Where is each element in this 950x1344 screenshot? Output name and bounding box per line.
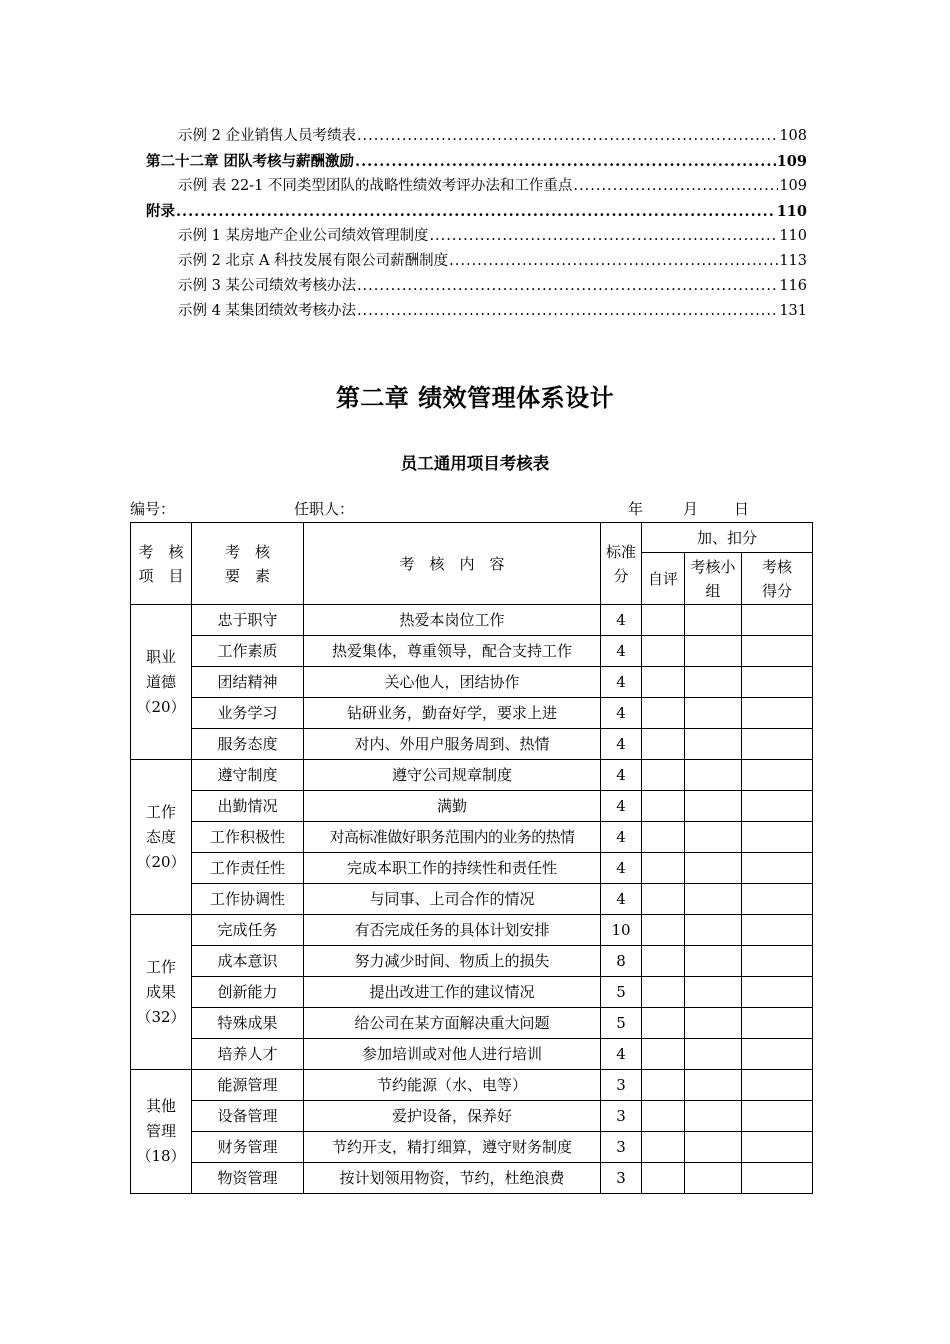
content-cell: 钻研业务，勤奋好学，要求上进 [304, 698, 601, 729]
final-score-input[interactable] [742, 977, 813, 1008]
content-cell: 按计划领用物资，节约，杜绝浪费 [304, 1163, 601, 1194]
toc-leader-dots [429, 224, 778, 249]
position-holder-label: 任职人： [294, 500, 355, 518]
toc-entry[interactable] [146, 124, 807, 149]
content-cell: 完成本职工作的持续性和责任性 [304, 853, 601, 884]
content-cell: 热爱本岗位工作 [304, 605, 601, 636]
final-score-input[interactable] [742, 822, 813, 853]
final-score-input[interactable] [742, 605, 813, 636]
toc-page-number: 131 [779, 303, 807, 319]
content-cell: 节约开支，精打细算，遵守财务制度 [304, 1132, 601, 1163]
content-cell: 对内、外用户服务周到、热情 [304, 729, 601, 760]
header-standard-score: 标准 分 [601, 523, 642, 605]
group-score-input[interactable] [685, 791, 742, 822]
group-score-input[interactable] [685, 1101, 742, 1132]
toc-page-number: 116 [779, 278, 807, 294]
header-item: 考 核 项 目 [131, 523, 192, 605]
group-score-input[interactable] [685, 1070, 742, 1101]
element-cell: 工作积极性 [192, 822, 304, 853]
table-row [131, 946, 813, 977]
header-self-assessment: 自评 [642, 553, 685, 605]
self-score-input[interactable] [642, 1132, 685, 1163]
category-cell: 工作 成果 （32） [131, 915, 192, 1070]
toc-leader-dots [449, 249, 778, 274]
element-cell: 完成任务 [192, 915, 304, 946]
self-score-input[interactable] [642, 760, 685, 791]
final-score-input[interactable] [742, 1101, 813, 1132]
element-cell: 遵守制度 [192, 760, 304, 791]
table-row [131, 822, 813, 853]
standard-score-cell: 4 [601, 822, 642, 853]
element-cell: 工作协调性 [192, 884, 304, 915]
standard-score-cell: 4 [601, 760, 642, 791]
element-cell: 服务态度 [192, 729, 304, 760]
final-score-input[interactable] [742, 1039, 813, 1070]
content-cell: 与同事、上司合作的情况 [304, 884, 601, 915]
toc-leader-dots [573, 174, 778, 199]
self-score-input[interactable] [642, 946, 685, 977]
self-score-input[interactable] [642, 1163, 685, 1194]
self-score-input[interactable] [642, 977, 685, 1008]
element-cell: 业务学习 [192, 698, 304, 729]
self-score-input[interactable] [642, 791, 685, 822]
table-row [131, 1008, 813, 1039]
table-header-row [131, 523, 813, 553]
table-row [131, 1132, 813, 1163]
self-score-input[interactable] [642, 1039, 685, 1070]
table-row [131, 698, 813, 729]
final-score-input[interactable] [742, 791, 813, 822]
content-cell: 对高标准做好职务范围内的业务的热情 [304, 822, 601, 853]
table-row [131, 915, 813, 946]
standard-score-cell: 4 [601, 729, 642, 760]
group-score-input[interactable] [685, 729, 742, 760]
header-content: 考 核 内 容 [304, 523, 601, 605]
standard-score-cell: 4 [601, 791, 642, 822]
toc-entry-label: 示例 3 某公司绩效考核办法 [178, 278, 356, 294]
standard-score-cell: 4 [601, 884, 642, 915]
category-cell: 其他 管理 （18） [131, 1070, 192, 1194]
element-cell: 财务管理 [192, 1132, 304, 1163]
element-cell: 创新能力 [192, 977, 304, 1008]
content-cell: 节约能源（水、电等） [304, 1070, 601, 1101]
content-cell: 努力减少时间、物质上的损失 [304, 946, 601, 977]
toc-page-number: 109 [776, 153, 807, 170]
toc-entry-label: 示例 4 某集团绩效考核办法 [178, 303, 356, 319]
standard-score-cell: 5 [601, 977, 642, 1008]
final-score-input[interactable] [742, 1008, 813, 1039]
standard-score-cell: 4 [601, 667, 642, 698]
year-label: 年 [628, 500, 644, 518]
content-cell: 有否完成任务的具体计划安排 [304, 915, 601, 946]
group-score-input[interactable] [685, 1132, 742, 1163]
content-cell: 给公司在某方面解决重大问题 [304, 1008, 601, 1039]
element-cell: 能源管理 [192, 1070, 304, 1101]
element-cell: 出勤情况 [192, 791, 304, 822]
group-score-input[interactable] [685, 636, 742, 667]
table-row [131, 729, 813, 760]
element-cell: 成本意识 [192, 946, 304, 977]
group-score-input[interactable] [685, 946, 742, 977]
element-cell: 培养人才 [192, 1039, 304, 1070]
self-score-input[interactable] [642, 636, 685, 667]
toc-entry-label: 第二十二章 团队考核与薪酬激励 [146, 153, 355, 170]
standard-score-cell: 10 [601, 915, 642, 946]
final-score-input[interactable] [742, 1163, 813, 1194]
self-score-input[interactable] [642, 915, 685, 946]
standard-score-cell: 8 [601, 946, 642, 977]
table-row [131, 605, 813, 636]
final-score-input[interactable] [742, 884, 813, 915]
final-score-input[interactable] [742, 667, 813, 698]
final-score-input[interactable] [742, 729, 813, 760]
final-score-input[interactable] [742, 760, 813, 791]
toc-entry[interactable] [146, 299, 807, 324]
content-cell: 遵守公司规章制度 [304, 760, 601, 791]
table-row [131, 977, 813, 1008]
standard-score-cell: 5 [601, 1008, 642, 1039]
self-score-input[interactable] [642, 1101, 685, 1132]
toc-entry[interactable] [146, 249, 807, 274]
standard-score-cell: 4 [601, 853, 642, 884]
toc-entry[interactable] [146, 274, 807, 299]
group-score-input[interactable] [685, 605, 742, 636]
toc-entry-label: 示例 表 22-1 不同类型团队的战略性绩效考评办法和工作重点 [178, 178, 573, 194]
toc-leader-dots [176, 199, 776, 224]
group-score-input[interactable] [685, 698, 742, 729]
self-score-input[interactable] [642, 698, 685, 729]
element-cell: 物资管理 [192, 1163, 304, 1194]
group-score-input[interactable] [685, 915, 742, 946]
content-cell: 关心他人，团结协作 [304, 667, 601, 698]
self-score-input[interactable] [642, 884, 685, 915]
table-row [131, 760, 813, 791]
toc-page-number: 108 [779, 128, 807, 144]
table-row [131, 1101, 813, 1132]
group-score-input[interactable] [685, 853, 742, 884]
toc-entry-label: 示例 1 某房地产企业公司绩效管理制度 [178, 228, 429, 244]
element-cell: 工作责任性 [192, 853, 304, 884]
toc-entry[interactable] [146, 199, 807, 224]
group-score-input[interactable] [685, 760, 742, 791]
toc-page-number: 110 [779, 228, 807, 244]
toc-entry-label: 示例 2 企业销售人员考绩表 [178, 128, 356, 144]
group-score-input[interactable] [685, 667, 742, 698]
standard-score-cell: 4 [601, 605, 642, 636]
toc-page-number: 113 [779, 253, 807, 269]
table-row [131, 884, 813, 915]
table-of-contents [146, 124, 807, 324]
standard-score-cell: 4 [601, 698, 642, 729]
table-row [131, 853, 813, 884]
toc-page-number: 109 [779, 178, 807, 194]
final-score-input[interactable] [742, 915, 813, 946]
final-score-input[interactable] [742, 946, 813, 977]
toc-leader-dots [357, 299, 778, 324]
table-row [131, 636, 813, 667]
toc-entry[interactable] [146, 174, 807, 199]
toc-entry-label: 示例 2 北京 A 科技发展有限公司薪酬制度 [178, 253, 449, 269]
element-cell: 工作素质 [192, 636, 304, 667]
chapter-title: 第二章 绩效管理体系设计 [335, 384, 615, 412]
content-cell: 参加培训或对他人进行培训 [304, 1039, 601, 1070]
toc-entry[interactable] [146, 149, 807, 174]
self-score-input[interactable] [642, 1070, 685, 1101]
self-score-input[interactable] [642, 853, 685, 884]
group-score-input[interactable] [685, 977, 742, 1008]
final-score-input[interactable] [742, 1132, 813, 1163]
toc-entry-label: 附录 [146, 203, 175, 220]
table-row [131, 1039, 813, 1070]
element-cell: 特殊成果 [192, 1008, 304, 1039]
group-score-input[interactable] [685, 884, 742, 915]
toc-entry[interactable] [146, 224, 807, 249]
final-score-input[interactable] [742, 1070, 813, 1101]
self-score-input[interactable] [642, 729, 685, 760]
group-score-input[interactable] [685, 1163, 742, 1194]
element-cell: 团结精神 [192, 667, 304, 698]
header-final-score: 考核 得分 [742, 553, 813, 605]
table-row [131, 1070, 813, 1101]
toc-leader-dots [357, 274, 778, 299]
table-title: 员工通用项目考核表 [400, 454, 550, 473]
toc-leader-dots [355, 149, 776, 174]
element-cell: 忠于职守 [192, 605, 304, 636]
content-cell: 满勤 [304, 791, 601, 822]
serial-number-label: 编号： [130, 500, 176, 518]
table-row [131, 1163, 813, 1194]
group-score-input[interactable] [685, 1008, 742, 1039]
final-score-input[interactable] [742, 698, 813, 729]
standard-score-cell: 3 [601, 1163, 642, 1194]
standard-score-cell: 3 [601, 1070, 642, 1101]
category-cell: 工作 态度 （20） [131, 760, 192, 915]
self-score-input[interactable] [642, 605, 685, 636]
table-row [131, 667, 813, 698]
final-score-input[interactable] [742, 853, 813, 884]
element-cell: 设备管理 [192, 1101, 304, 1132]
table-row [131, 791, 813, 822]
content-cell: 热爱集体，尊重领导，配合支持工作 [304, 636, 601, 667]
standard-score-cell: 3 [601, 1101, 642, 1132]
assessment-table [130, 522, 813, 1194]
final-score-input[interactable] [742, 636, 813, 667]
standard-score-cell: 4 [601, 636, 642, 667]
self-score-input[interactable] [642, 667, 685, 698]
standard-score-cell: 4 [601, 1039, 642, 1070]
header-element: 考 核 要 素 [192, 523, 304, 605]
self-score-input[interactable] [642, 1008, 685, 1039]
toc-leader-dots [357, 124, 778, 149]
category-cell: 职业 道德 （20） [131, 605, 192, 760]
standard-score-cell: 3 [601, 1132, 642, 1163]
header-adjust-score: 加、扣分 [642, 523, 813, 553]
header-review-group: 考核小 组 [685, 553, 742, 605]
form-meta-line [130, 498, 812, 522]
group-score-input[interactable] [685, 822, 742, 853]
group-score-input[interactable] [685, 1039, 742, 1070]
toc-page-number: 110 [776, 203, 807, 220]
self-score-input[interactable] [642, 822, 685, 853]
content-cell: 爱护设备，保养好 [304, 1101, 601, 1132]
day-label: 日 [734, 500, 750, 518]
month-label: 月 [683, 500, 699, 518]
content-cell: 提出改进工作的建议情况 [304, 977, 601, 1008]
